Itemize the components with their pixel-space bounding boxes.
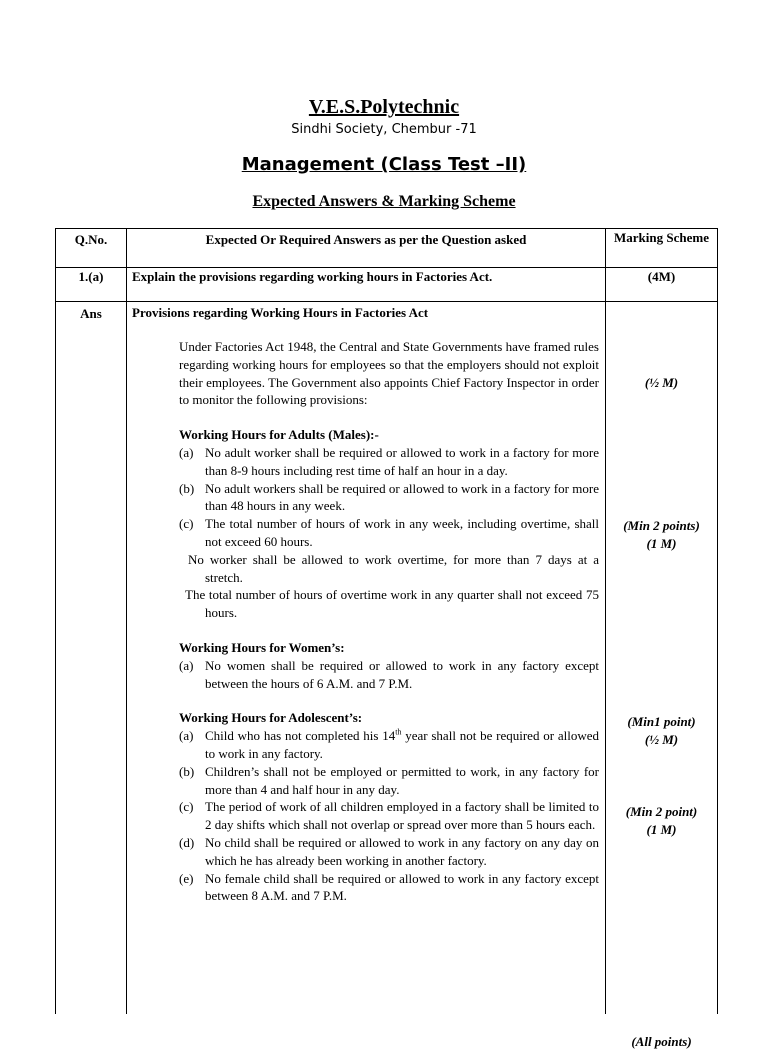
adults-extra-overtime-quarter: The total number of hours of overtime work in any quarter shall not exceed 75 hours.	[185, 587, 599, 621]
adolescent-heading: Working Hours for Adolescent’s:	[179, 710, 363, 726]
scheme-title: Expected Answers & Marking Scheme	[252, 193, 516, 210]
document-header	[0, 94, 768, 212]
answer-table	[55, 228, 718, 1049]
answer-title: Provisions regarding Working Hours in Factories Act	[132, 305, 429, 320]
answer-content	[127, 302, 605, 1014]
institution-address: Sindhi Society, Chembur -71	[291, 122, 477, 137]
adults-heading: Working Hours for Adults (Males):-	[179, 427, 379, 443]
question-text: Explain the provisions regarding working hours in Factories Act.	[127, 268, 606, 302]
list-item: (b) No adult workers shall be required or allowed to work in a factory for more than 48 hours in any week.	[179, 480, 599, 514]
answer-label: Ans	[80, 306, 102, 321]
list-item: (a) Child who has not completed his 14th year shall not be required or allowed to work in any factory.	[179, 727, 599, 761]
marks-adolescent-points: (Min 2 point)	[625, 804, 698, 819]
list-item: (c) The total number of hours of work in any week, including overtime, shall not exceed 60 hours.	[179, 516, 599, 549]
list-item: (c) The period of work of all children employed in a factory shall be limited to 2 day shifts which shall not overlap or spread over more than 5 hours each.	[179, 799, 599, 833]
qno-header: Q.No.	[56, 229, 127, 268]
question-number: 1.(a)	[56, 268, 127, 302]
question-marks: (4M)	[606, 268, 718, 302]
answer-intro: Under Factories Act 1948, the Central and State Governments have framed rules regarding working hours for employees so that the employers should not exploit their employees. The Government also appoints Chief Factory Inspector in order to monitor the following provisions:	[179, 339, 599, 408]
list-item: (e) No female child shall be required or allowed to work in any factory except between 8 A.M. and 7 P.M.	[179, 870, 599, 904]
marks-adolescent-value: (1 M)	[646, 822, 677, 837]
institution-name: V.E.S.Polytechnic	[308, 96, 460, 118]
marks-all-points: (All points)	[631, 1034, 692, 1049]
list-item: (a) No adult worker shall be required or allowed to work in a factory for more than 8-9 hours including rest time of half an hour in a day.	[179, 444, 599, 478]
list-item: (a) No women shall be required or allowed to work in any factory except between the hours of 6 A.M. and 7 P.M.	[179, 657, 599, 691]
list-item: (d) No child shall be required or allowed to work in any factory on any day on which he has already been working in another factory.	[179, 834, 599, 868]
list-item: (b) Children’s shall not be employed or permitted to work, in any factory for more than 4 and half hour in any day.	[179, 763, 599, 797]
answers-header: Expected Or Required Answers as per the Question asked	[127, 229, 606, 268]
marks-women-value: (½ M)	[644, 732, 679, 747]
marks-women-points: (Min1 point)	[627, 714, 696, 729]
women-heading: Working Hours for Women’s:	[179, 639, 345, 655]
marking-header: Marking Scheme	[606, 229, 718, 268]
marks-adults-value: (1 M)	[646, 536, 677, 551]
table-header-row	[56, 229, 718, 268]
marks-title: (½ M)	[644, 375, 679, 390]
answer-row	[56, 302, 718, 1015]
marks-column	[606, 302, 717, 1049]
adults-extra-overtime-days: No worker shall be allowed to work overtime, for more than 7 days at a stretch.	[188, 551, 599, 585]
question-row	[56, 268, 718, 302]
marks-adults-points: (Min 2 points)	[623, 518, 700, 533]
test-title: Management (Class Test –II)	[241, 154, 527, 175]
